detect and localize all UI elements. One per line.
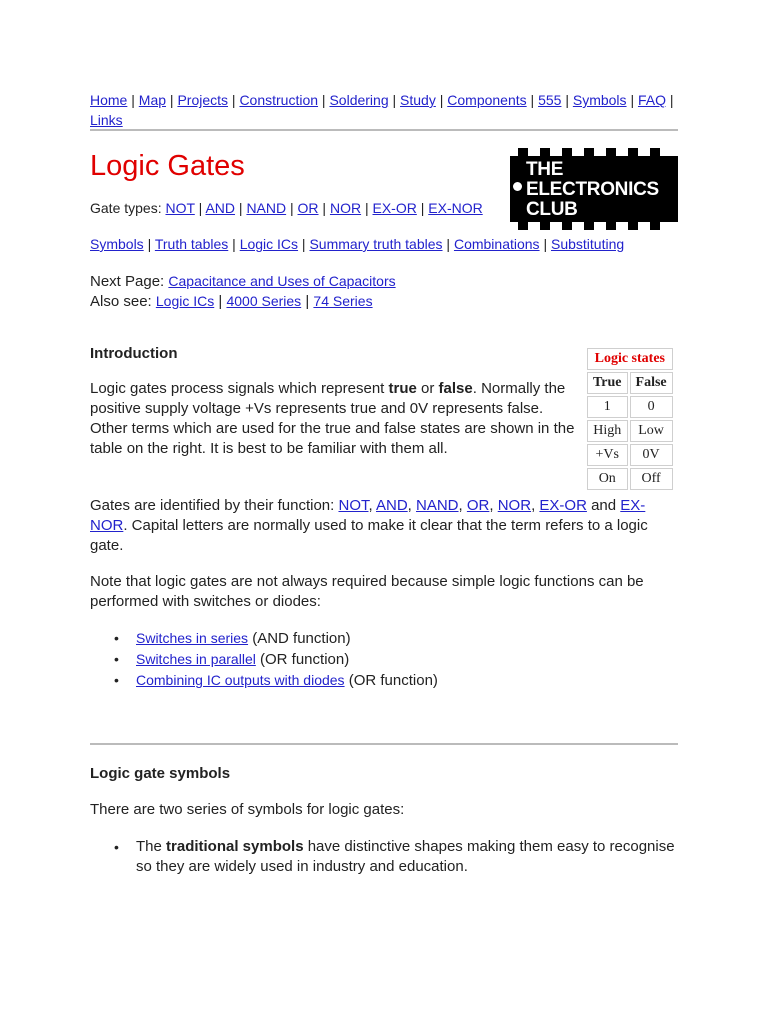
gate-link-ex-nor[interactable]: EX-NOR xyxy=(428,200,483,216)
nav-link-symbols[interactable]: Symbols xyxy=(572,92,627,108)
table-cell: Low xyxy=(630,420,673,442)
nav-separator: | xyxy=(169,92,174,108)
logic-states-caption: Logic states xyxy=(587,348,673,370)
section-link-substituting[interactable]: Substituting xyxy=(550,236,625,252)
nav-link-soldering[interactable]: Soldering xyxy=(329,92,389,108)
section-nav: Symbols | Truth tables | Logic ICs | Summary truth tables | Combinations | Substituting xyxy=(90,236,625,252)
chip-pin xyxy=(540,148,550,156)
gate-types-label: Gate types: xyxy=(90,200,162,216)
text: and xyxy=(586,497,621,514)
text: Gates are identified by their function: xyxy=(90,497,339,514)
table-header: False xyxy=(630,372,673,394)
table-cell: 1 xyxy=(587,396,628,418)
nav-link-home[interactable]: Home xyxy=(90,92,128,108)
gate-link-not[interactable]: NOT xyxy=(165,200,195,216)
table-cell: Off xyxy=(630,468,673,490)
nav-separator: | xyxy=(565,92,569,108)
section-divider xyxy=(90,743,678,745)
symbols-paragraph: There are two series of symbols for logic gates: xyxy=(90,801,405,818)
section-link-symbols[interactable]: Symbols xyxy=(90,236,144,252)
electronics-club-logo[interactable] xyxy=(510,148,678,230)
gate-link-nand[interactable]: NAND xyxy=(246,200,287,216)
gate-link-nor[interactable]: NOR xyxy=(329,200,362,216)
chip-pin xyxy=(518,222,528,230)
section-link-summary-truth-tables[interactable]: Summary truth tables xyxy=(309,236,443,252)
gate-link-ex-or[interactable]: EX-OR xyxy=(372,200,417,216)
table-cell: High xyxy=(587,420,628,442)
inline-link-ex-nor[interactable]: EX-NOR xyxy=(90,497,646,534)
text: . Capital letters are normally used to make it clear that the term refers to a logic gate. xyxy=(90,517,648,554)
nav-link-construction[interactable]: Construction xyxy=(239,92,319,108)
nav-separator: | xyxy=(530,92,535,108)
table-row xyxy=(587,396,673,418)
nav-link-components[interactable]: Components xyxy=(447,92,527,108)
nav-link-555[interactable]: 555 xyxy=(538,92,562,108)
logo-line: THE xyxy=(526,159,564,180)
inline-link-not[interactable]: NOT xyxy=(338,497,369,514)
inline-link-or[interactable]: OR xyxy=(466,497,490,514)
table-cell: +Vs xyxy=(587,444,628,466)
nav-separator: | xyxy=(669,92,674,108)
nav-separator: | xyxy=(131,92,135,108)
text: Logic gates process signals which represent xyxy=(90,380,389,397)
table-cell: On xyxy=(587,468,628,490)
next-page-link[interactable]: Capacitance and Uses of Capacitors xyxy=(168,273,396,289)
logo-line: ELECTRONICS xyxy=(526,179,659,200)
table-row xyxy=(587,468,673,490)
also-see-link-logic-ics[interactable]: Logic ICs xyxy=(155,293,215,309)
inline-link-nand[interactable]: NAND xyxy=(416,497,459,514)
chip-pin xyxy=(628,148,638,156)
nav-separator: | xyxy=(231,92,236,108)
also-see-link-74-series[interactable]: 74 Series xyxy=(313,293,373,309)
chip-pin xyxy=(562,222,572,230)
also-see: Also see: Logic ICs | 4000 Series | 74 Series xyxy=(90,293,373,310)
chip-notch xyxy=(513,182,522,191)
logic-gate-symbols-heading: Logic gate symbols xyxy=(90,765,231,782)
inline-link-nor[interactable]: NOR xyxy=(497,497,532,514)
list-item xyxy=(90,670,650,691)
header-divider xyxy=(90,129,678,131)
switches-in-series-link[interactable]: Switches in series xyxy=(136,630,249,646)
nav-separator: | xyxy=(392,92,397,108)
text: The xyxy=(136,838,167,855)
inline-link-and[interactable]: AND xyxy=(376,497,408,514)
nav-separator: | xyxy=(630,92,635,108)
switches-diodes-paragraph: Note that logic gates are not always required because simple logic functions can be performed with switches or diodes: xyxy=(90,573,644,610)
next-page xyxy=(90,271,396,292)
list-item xyxy=(90,837,680,877)
table-cell: 0V xyxy=(630,444,673,466)
gate-link-or[interactable]: OR xyxy=(297,200,319,216)
logic-states-table xyxy=(585,346,675,492)
logo-line: CLUB xyxy=(526,199,578,220)
page-title: Logic Gates xyxy=(90,150,245,182)
gate-types-nav: Gate types: NOT | AND | NAND | OR | NOR | EX-OR | EX-NOR xyxy=(90,200,483,216)
text: (OR function) xyxy=(255,651,350,668)
symbols-list xyxy=(90,837,680,877)
chip-pin xyxy=(628,222,638,230)
nav-link-links[interactable]: Links xyxy=(90,112,123,128)
text: (OR function) xyxy=(344,672,438,689)
next-page-label: Next Page: xyxy=(90,273,165,290)
bold-true: true xyxy=(388,380,417,397)
introduction-heading: Introduction xyxy=(90,345,178,362)
section-link-truth-tables[interactable]: Truth tables xyxy=(154,236,229,252)
gate-link-and[interactable]: AND xyxy=(205,200,236,216)
table-row xyxy=(587,444,673,466)
also-see-link-4000-series[interactable]: 4000 Series xyxy=(226,293,302,309)
text: . Normally the positive supply voltage +Vs represents true and 0V represents false. Other terms which are used for the true and false states are shown in the table on the right. It is best to be familiar with them all. xyxy=(90,380,575,457)
chip-pin xyxy=(562,148,572,156)
intro-paragraph xyxy=(90,379,580,459)
chip-pin xyxy=(650,148,660,156)
table-row xyxy=(587,420,673,442)
chip-pin xyxy=(606,222,616,230)
chip-pin xyxy=(540,222,550,230)
section-link-combinations[interactable]: Combinations xyxy=(453,236,540,252)
nav-link-faq[interactable]: FAQ xyxy=(637,92,666,108)
also-see-label: Also see: xyxy=(90,293,152,310)
chip-pin xyxy=(584,222,594,230)
nav-link-map[interactable]: Map xyxy=(138,92,167,108)
nav-link-study[interactable]: Study xyxy=(400,92,436,108)
logo-text xyxy=(526,160,659,220)
function-list xyxy=(90,628,650,691)
gates-identified-paragraph: Gates are identified by their function: NOT, AND, NAND, OR, NOR, EX-OR and EX-NOR. Capital letters are normally used to make it clear that the term refers to a logic gate. xyxy=(90,497,648,554)
bold-false: false xyxy=(438,380,473,397)
text: or xyxy=(416,380,439,397)
bold-traditional-symbols: traditional symbols xyxy=(166,838,304,855)
nav-link-projects[interactable]: Projects xyxy=(177,92,229,108)
text: (AND function) xyxy=(248,630,351,647)
text: have distinctive shapes making them easy to recognise so they are widely used in industry and education. xyxy=(136,838,675,875)
top-nav xyxy=(90,90,680,130)
list-item xyxy=(90,628,650,649)
table-header: True xyxy=(587,372,628,394)
chip-pin xyxy=(584,148,594,156)
chip-pin xyxy=(650,222,660,230)
list-item xyxy=(90,649,650,670)
nav-separator: | xyxy=(321,92,326,108)
inline-link-ex-or[interactable]: EX-OR xyxy=(539,497,587,514)
table-cell: 0 xyxy=(630,396,673,418)
chip-pin xyxy=(606,148,616,156)
combining-ic-outputs-link[interactable]: Combining IC outputs with diodes xyxy=(136,672,345,688)
switches-in-parallel-link[interactable]: Switches in parallel xyxy=(136,651,256,667)
nav-separator: | xyxy=(439,92,444,108)
chip-pin xyxy=(518,148,528,156)
section-link-logic-ics[interactable]: Logic ICs xyxy=(239,236,299,252)
